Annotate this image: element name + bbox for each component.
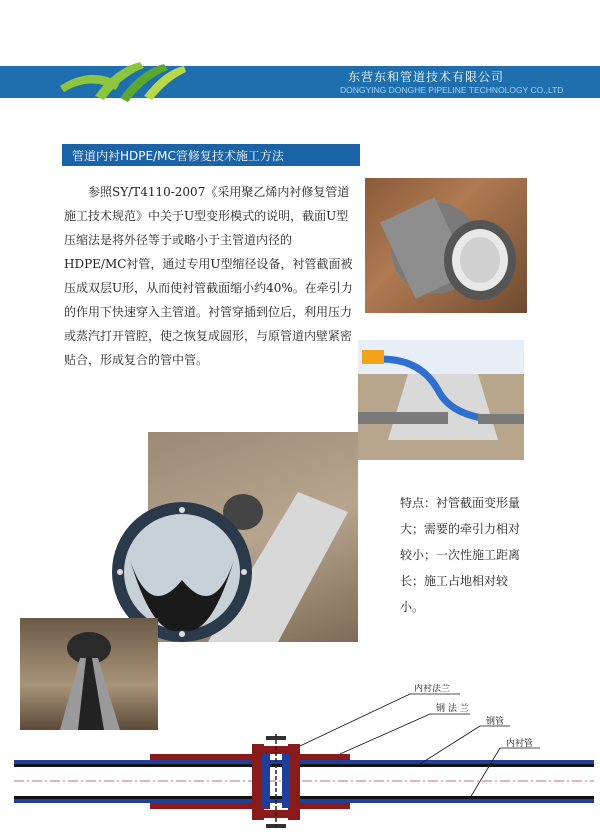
liner-pipe-upper — [14, 760, 594, 764]
label-steel-flange: 钢 法 兰 — [436, 704, 469, 714]
label-liner-pipe: 内衬管 — [506, 739, 534, 749]
section-title: 管道内衬HDPE/MC管修复技术施工方法 — [72, 149, 284, 163]
steel-pipe-lower — [14, 796, 594, 799]
company-logo — [60, 56, 210, 106]
liner-flange-right — [282, 754, 290, 808]
company-name-cn: 东营东和管道技术有限公司 — [348, 70, 505, 84]
liner-insertion-diagram — [358, 340, 524, 460]
pipe-excavation-photo — [365, 178, 527, 313]
label-liner-flange: 内衬法兰 — [414, 684, 451, 694]
liner-flange-left — [262, 754, 270, 808]
liner-pipe-lower — [14, 799, 594, 803]
steel-pipe-upper — [14, 764, 594, 767]
label-steel-pipe: 钢管 — [486, 717, 505, 727]
company-name-en: DONGYING DONGHE PIPELINE TECHNOLOGY CO.,LTD — [340, 85, 564, 95]
body-paragraph: 参照SY/T4110-2007《采用聚乙烯内衬修复管道施工技术规范》中关于U型变形模式的说明，截面U型压缩法是将外径等于或略小于主管道内径的HDPE/MC衬管，通过专用U型缩径设备，衬管截面被压成双层U形，从而使衬管截面缩小约40%。在牵引力的作用下快速穿入主管道。衬管穿插到位后，利用压力或蒸汽打开管腔，使之恢复成圆形，与原管道内壁紧密贴合，形成复合的管中管。 — [64, 185, 353, 367]
features-text: 特点：衬管截面变形量大；需要的牵引力相对较小；一次性施工距离长；施工占地相对较小。 — [400, 496, 521, 614]
flange-connection-diagram — [0, 684, 600, 836]
